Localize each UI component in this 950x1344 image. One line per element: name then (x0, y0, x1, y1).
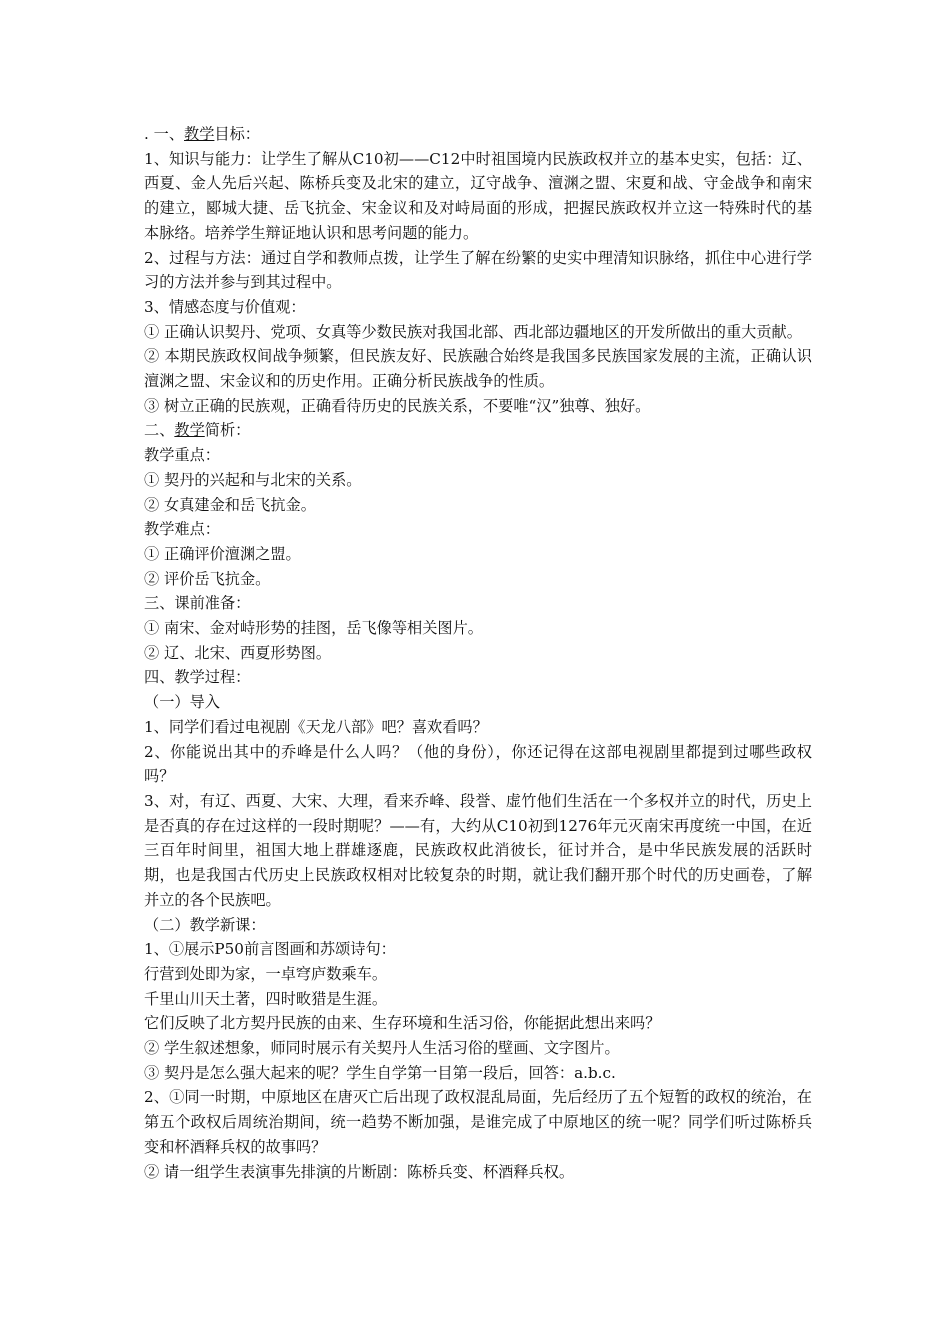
paragraph: 它们反映了北方契丹民族的由来、生存环境和生活习俗，你能据此想出来吗？ (144, 1014, 661, 1033)
poem-line: 千里山川天土著，四时畋猎是生涯。 (144, 989, 387, 1008)
heading-suffix: 简析： (204, 421, 251, 440)
paragraph: ③ 树立正确的民族观，正确看待历史的民族关系，不要唯“汉”独尊、独好。 (144, 396, 651, 415)
paragraph: ① 正确认识契丹、党项、女真等少数民族对我国北部、西北部边疆地区的开发所做出的重大贡献。 (144, 322, 802, 341)
paragraph: 教学重点： (144, 446, 220, 465)
paragraph: 三、课前准备： (144, 594, 251, 613)
document-body (144, 122, 812, 1184)
paragraph: 1、同学们看过电视剧《天龙八部》吧？喜欢看吗？ (144, 717, 488, 736)
heading-prefix: . 一、 (144, 125, 185, 143)
paragraph: （二）教学新课： (144, 915, 266, 934)
paragraph: ② 女真建金和岳飞抗金。 (144, 495, 316, 514)
heading-suffix: 目标： (214, 125, 260, 143)
paragraph: 2、你能说出其中的乔峰是什么人吗？（他的身份），你还记得在这部电视剧里都提到过哪些政权吗？ (144, 742, 812, 786)
paragraph: ① 正确评价澶渊之盟。 (144, 544, 301, 563)
paragraph: 2、①同一时期，中原地区在唐灭亡后出现了政权混乱局面，先后经历了五个短暂的政权的统治，在第五个政权后周统治期间，统一趋势不断加强，是谁完成了中原地区的统一呢？同学们听过陈桥兵变和杯酒释兵权的故事吗？ (144, 1088, 812, 1156)
paragraph: 教学难点： (144, 520, 220, 539)
paragraph: 1、知识与能力：让学生了解从C10初——C12中时祖国境内民族政权并立的基本史实，包括：辽、西夏、金人先后兴起、陈桥兵变及北宋的建立，辽守战争、澶渊之盟、宋夏和战、守金战争和南宋的建立，郾城大捷、岳飞抗金、宋金议和及对峙局面的形成，把握民族政权并立这一特殊时代的基本脉络。培养学生辩证地认识和思考问题的能力。 (144, 149, 812, 242)
paragraph: ② 辽、北宋、西夏形势图。 (144, 643, 332, 662)
paragraph: ② 本期民族政权间战争频繁，但民族友好、民族融合始终是我国多民族国家发展的主流，正确认识澶渊之盟、宋金议和的历史作用。正确分析民族战争的性质。 (144, 347, 812, 391)
paragraph: 2、过程与方法：通过自学和教师点拨，让学生了解在纷繁的史实中理清知识脉络，抓住中心进行学习的方法并参与到其过程中。 (144, 248, 812, 292)
heading-prefix: 二、 (144, 421, 175, 440)
paragraph: ② 请一组学生表演事先排演的片断剧：陈桥兵变、杯酒释兵权。 (144, 1162, 575, 1181)
heading-teaching-goals (144, 122, 812, 147)
paragraph: 3、情感态度与价值观： (144, 297, 306, 316)
paragraph: 3、对，有辽、西夏、大宋、大理，看来乔峰、段誉、虚竹他们生活在一个多权并立的时代，历史上是否真的存在过这样的一段时期呢？——有，大约从C10初到1276年元灭南宋再度统一中国，在近三百年时间里，祖国大地上群雄逐鹿，民族政权此消彼长，征讨并合，是中华民族发展的活跃时期，也是我国古代历史上民族政权相对比较复杂的时期，就让我们翻开那个时代的历史画卷，了解并立的各个民族吧。 (144, 791, 812, 909)
paragraph: ① 南宋、金对峙形势的挂图，岳飞像等相关图片。 (144, 619, 483, 638)
poem-line: 行营到处即为家，一卓穹庐数乘车。 (144, 964, 387, 983)
paragraph: ③ 契丹是怎么强大起来的呢？学生自学第一目第一段后，回答：a.b.c. (144, 1063, 616, 1082)
heading-underlined-word: 教学 (184, 125, 215, 143)
paragraph: 四、教学过程： (144, 668, 251, 687)
paragraph: ② 学生叙述想象，师同时展示有关契丹人生活习俗的壁画、文字图片。 (144, 1039, 620, 1058)
paragraph: （一）导入 (144, 693, 220, 712)
paragraph: 1、①展示P50前言图画和苏颂诗句： (144, 940, 396, 959)
heading-underlined-word: 教学 (174, 421, 205, 440)
heading-teaching-analysis (144, 418, 812, 443)
paragraph: ① 契丹的兴起和与北宋的关系。 (144, 470, 362, 489)
paragraph: ② 评价岳飞抗金。 (144, 569, 271, 588)
